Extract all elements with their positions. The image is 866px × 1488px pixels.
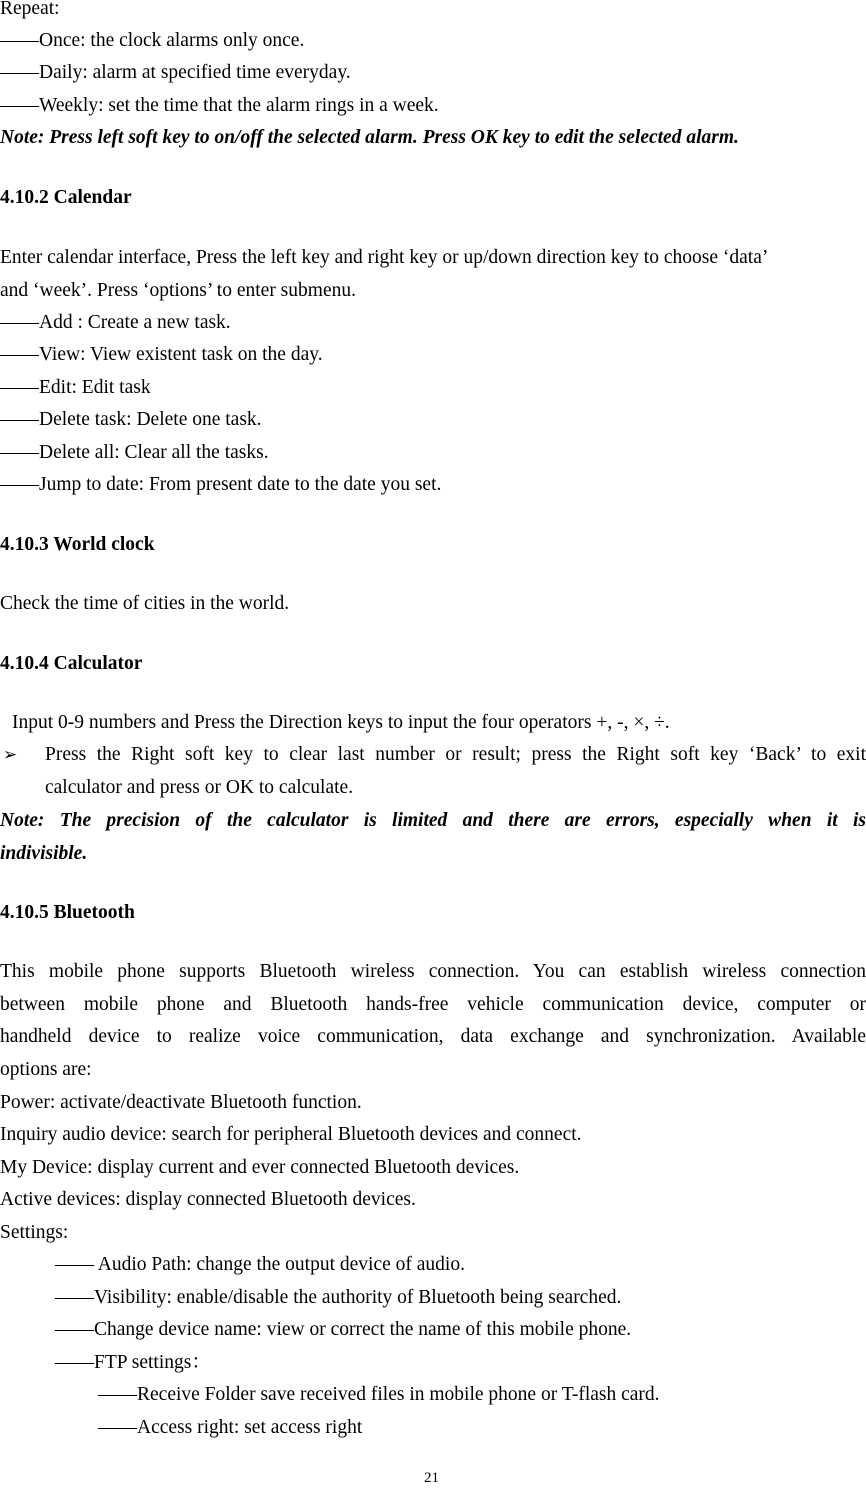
world-clock-heading: 4.10.3 World clock bbox=[0, 534, 155, 555]
world-clock-text: Check the time of cities in the world. bbox=[0, 593, 290, 614]
alarm-note: Note: Press left soft key to on/off the selected alarm. Press OK key to edit the selected alarm. bbox=[0, 127, 739, 148]
bluetooth-option-my-device: My Device: display current and ever connected Bluetooth devices. bbox=[0, 1157, 520, 1178]
bluetooth-para-line-3: handheld device to realize voice communication, data exchange and synchronization. Available bbox=[0, 1026, 866, 1047]
settings-change-device-name: ——Change device name: view or correct the name of this mobile phone. bbox=[55, 1319, 632, 1340]
calendar-intro-line-1: Enter calendar interface, Press the left key and right key or up/down direction key to choose ‘data’ bbox=[0, 247, 769, 268]
settings-audio-path: —— Audio Path: change the output device of audio. bbox=[55, 1254, 465, 1275]
repeat-option-weekly: ——Weekly: set the time that the alarm rings in a week. bbox=[0, 95, 439, 116]
arrow-bullet-icon: ➢ bbox=[3, 745, 18, 765]
calendar-option-edit: ——Edit: Edit task bbox=[0, 377, 151, 398]
ftp-access-right: ——Access right: set access right bbox=[98, 1417, 363, 1438]
page-number: 21 bbox=[424, 1470, 439, 1486]
bluetooth-para-line-2: between mobile phone and Bluetooth hands-free vehicle communication device, computer or bbox=[0, 994, 866, 1015]
calendar-intro-line-2: and ‘week’. Press ‘options’ to enter submenu. bbox=[0, 280, 356, 301]
calendar-option-delete-task: ——Delete task: Delete one task. bbox=[0, 409, 262, 430]
calculator-intro: Input 0-9 numbers and Press the Direction keys to input the four operators +, -, ×, ÷. bbox=[12, 712, 670, 733]
calendar-option-add: ——Add : Create a new task. bbox=[0, 312, 231, 333]
bluetooth-heading: 4.10.5 Bluetooth bbox=[0, 902, 135, 923]
calculator-bullet-line-2: calculator and press or OK to calculate. bbox=[45, 777, 354, 798]
calendar-option-jump-to-date: ——Jump to date: From present date to the date you set. bbox=[0, 474, 442, 495]
calculator-bullet-line-1: Press the Right soft key to clear last number or result; press the Right soft key ‘Back’ to exit bbox=[45, 744, 866, 765]
settings-visibility: ——Visibility: enable/disable the authority of Bluetooth being searched. bbox=[55, 1287, 622, 1308]
calendar-option-view: ——View: View existent task on the day. bbox=[0, 344, 323, 365]
repeat-heading: Repeat: bbox=[0, 0, 60, 19]
bluetooth-option-inquiry: Inquiry audio device: search for peripheral Bluetooth devices and connect. bbox=[0, 1124, 582, 1145]
bluetooth-para-line-4: options are: bbox=[0, 1059, 92, 1080]
calculator-heading: 4.10.4 Calculator bbox=[0, 653, 143, 674]
repeat-option-daily: ——Daily: alarm at specified time everyday. bbox=[0, 62, 351, 83]
bluetooth-option-settings: Settings: bbox=[0, 1222, 69, 1243]
repeat-option-once: ——Once: the clock alarms only once. bbox=[0, 30, 305, 51]
calculator-note-line-2: indivisible. bbox=[0, 843, 88, 864]
ftp-receive-folder: ——Receive Folder save received files in mobile phone or T-flash card. bbox=[98, 1384, 660, 1405]
bluetooth-option-active-devices: Active devices: display connected Bluetooth devices. bbox=[0, 1189, 416, 1210]
bluetooth-para-line-1: This mobile phone supports Bluetooth wireless connection. You can establish wireless connection bbox=[0, 961, 866, 982]
calendar-option-delete-all: ——Delete all: Clear all the tasks. bbox=[0, 442, 269, 463]
calculator-note-line-1: Note: The precision of the calculator is limited and there are errors, especially when it is bbox=[0, 810, 866, 831]
bluetooth-option-power: Power: activate/deactivate Bluetooth function. bbox=[0, 1092, 362, 1113]
calendar-heading: 4.10.2 Calendar bbox=[0, 187, 132, 208]
settings-ftp: ——FTP settings： bbox=[55, 1352, 211, 1373]
